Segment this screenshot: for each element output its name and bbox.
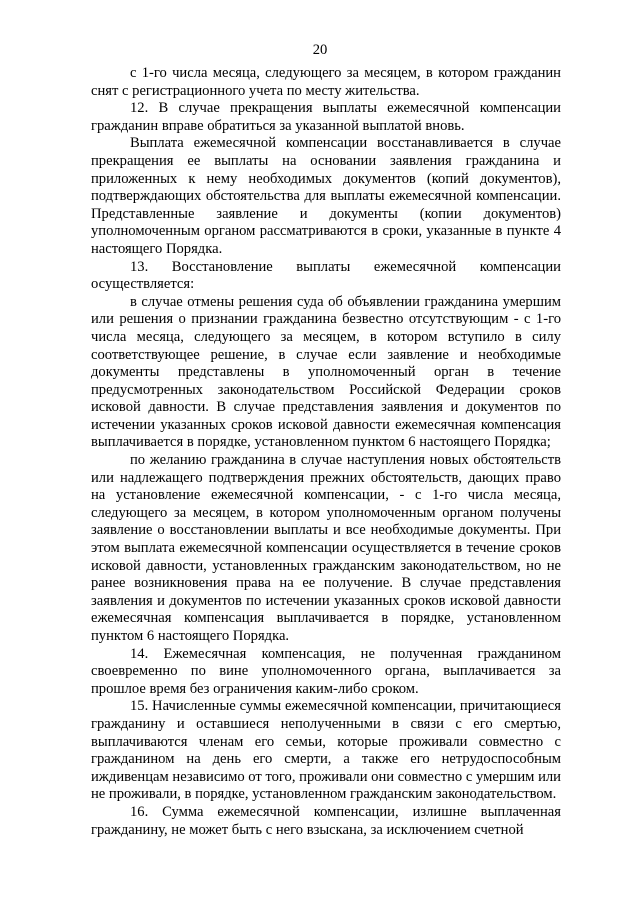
paragraph-citizen-request: по желанию гражданина в случае наступления новых обстоятельств или надлежащего подтверждения прежних обстоятельств, дающих право на установление ежемесячной компенсации, - с 1-го числа месяца, следующего за месяцем, в котором уполномоченным органом получены заявление о восстановлении выплаты и все необходимые документы. При этом выплата ежемесячной компенсации осуществляется в течение сроков исковой давности, установленных гражданским законодательством, но не ранее возникновения права на ее получение. В случае представления заявления и документов по истечении указанных сроков исковой давности ежемесячная компенсация выплачивается в порядке, установленном пунктом 6 настоящего Порядка. [91,452,561,644]
paragraph-court-decision: в случае отмены решения суда об объявлении гражданина умершим или решения о признании гражданина безвестно отсутствующим - с 1-го числа месяца, следующего за месяцем, в котором вступило в силу соответствующее решение, в случае если заявление и необходимые документы представлены в уполномоченный орган в течение предусмотренных законодательством Российской Федерации сроков исковой давности. В случае представления заявления и документов по истечении указанных сроков исковой давности ежемесячная компенсация выплачивается в порядке, установленном пунктом 6 настоящего Порядка; [91,293,561,451]
page-number: 20 [312,42,328,58]
paragraph-clause-15: 15. Начисленные суммы ежемесячной компенсации, причитающиеся гражданину и оставшиеся неполученными в связи с его смертью, выплачиваются членам его семьи, которые проживали совместно с гражданином на день его смерти, а также его нетрудоспособным иждивенцам независимо от того, проживали они совместно с умершим или не проживали, в порядке, установленном гражданским законодательством. [91,698,561,803]
paragraph-clause-14: 14. Ежемесячная компенсация, не полученная гражданином своевременно по вине уполномоченного органа, выплачивается за прошлое время без ограничения каким-либо сроком. [91,645,561,697]
paragraph-clause-13: 13. Восстановление выплаты ежемесячной компенсации осуществляется: [91,258,561,293]
paragraph-clause-12: 12. В случае прекращения выплаты ежемесячной компенсации гражданин вправе обратиться за указанной выплатой вновь. [91,100,561,134]
body-text [91,65,561,839]
paragraph-continuation: с 1-го числа месяца, следующего за месяцем, в котором гражданин снят с регистрационного учета по месту жительства. [91,65,561,99]
paragraph-restoration: Выплата ежемесячной компенсации восстанавливается в случае прекращения ее выплаты на основании заявления гражданина и приложенных к нему необходимых документов (копий документов), подтверждающих обстоятельства для выплаты ежемесячной компенсации. Представленные заявление и документы (копии документов) уполномоченным органом рассматриваются в сроки, указанные в пункте 4 настоящего Порядка. [91,135,561,257]
paragraph-clause-16: 16. Сумма ежемесячной компенсации, излишне выплаченная гражданину, не может быть с него взыскана, за исключением счетной [91,803,561,838]
